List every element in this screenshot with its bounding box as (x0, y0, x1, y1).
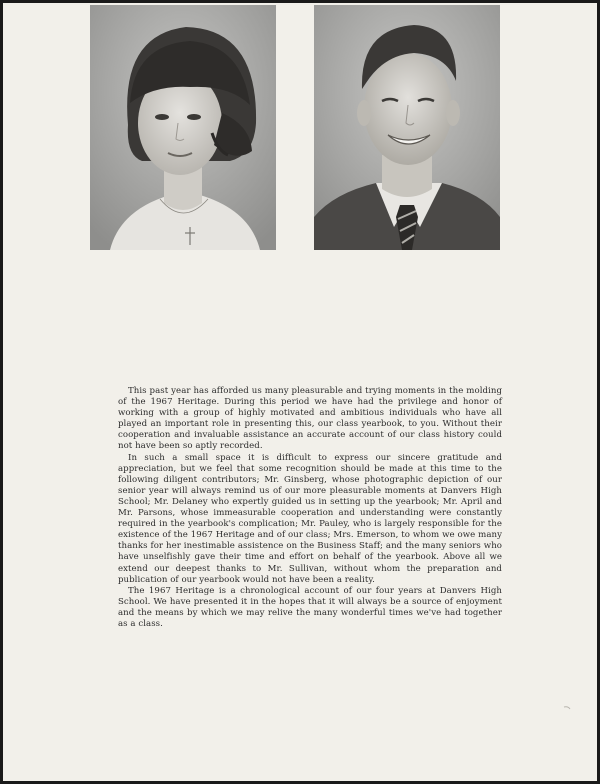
page-mark-icon (562, 705, 574, 713)
portrait-girl (90, 5, 276, 250)
dedication-paragraph: The 1967 Heritage is a chronological account of our four years at Danvers High School. We have presented it in the hopes that it will always be a source of enjoyment and the means by which we may relive the many wonderful times we've had together as a class. (118, 585, 502, 629)
yearbook-page (3, 3, 597, 781)
dedication-paragraph: This past year has afforded us many pleasurable and trying moments in the molding of the 1967 Heritage. During this period we have had the privilege and honor of working with a group of highly motivated and ambitious individuals who have all played an important role in presenting this, our class yearbook, to you. Without their cooperation and invaluable assistance an accurate account of our class history could not have been so aptly recorded. (118, 386, 502, 452)
portrait-boy (314, 5, 500, 250)
portrait-girl-image (90, 5, 276, 250)
portrait-boy-image (314, 5, 500, 250)
dedication-paragraph: In such a small space it is difficult to express our sincere gratitude and appreciation, but we feel that some recognition should be made at this time to the following diligent contributors; Mr. Ginsberg, whose photographic depiction of our senior year will always remind us of our more pleasurable moments at Danvers High School; Mr. Delaney who expertly guided us in setting up the yearbook; Mr. April and Mr. Parsons, whose immeasurable cooperation and understanding were constantly required in the yearbook's complication; Mr. Pauley, who is largely responsible for the existence of the 1967 Heritage and of our class; Mrs. Emerson, to whom we owe many thanks for her inestimable assistence on the Business Staff; and the many seniors who have unselfishly gave their time and effort on behalf of the yearbook. Above all we extend our deepest thanks to Mr. Sullivan, without whom the preparation and publication of our yearbook would not have been a reality. (118, 452, 502, 585)
dedication-text (118, 386, 502, 630)
